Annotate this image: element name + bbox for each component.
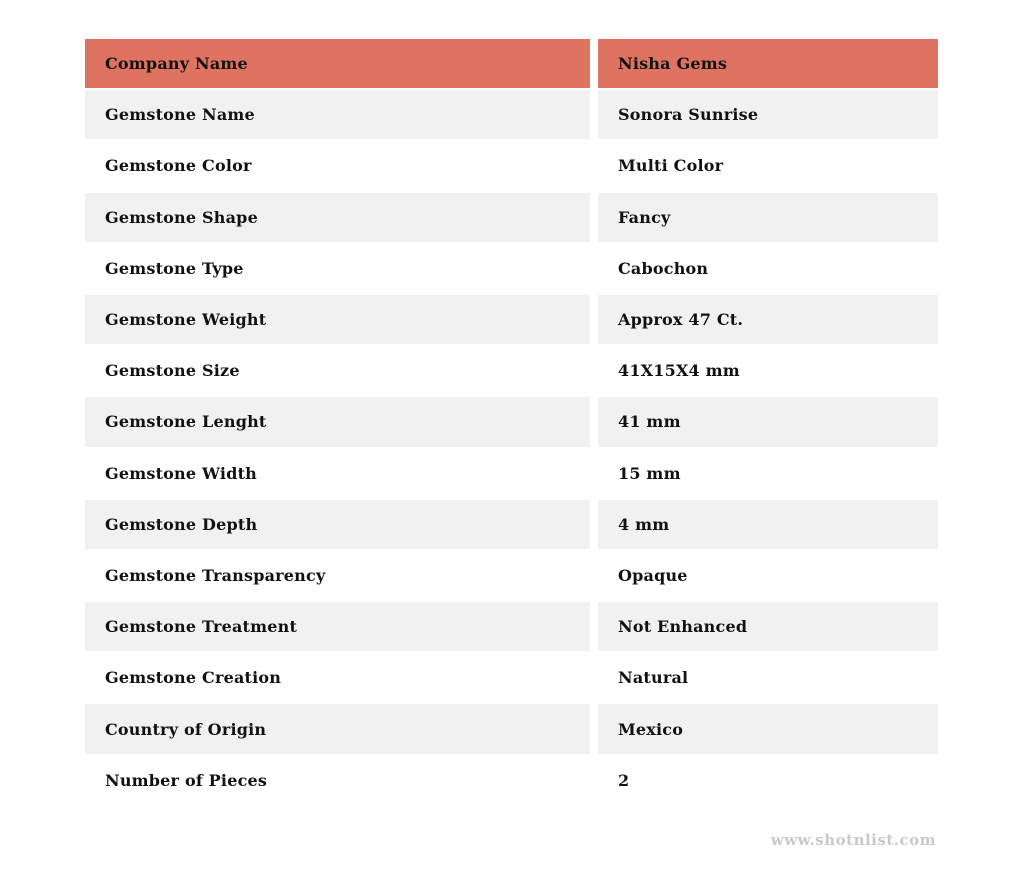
row-label: Country of Origin	[85, 704, 590, 753]
table-row-gemstone-depth	[85, 500, 938, 549]
row-label: Gemstone Treatment	[85, 602, 590, 651]
row-label: Gemstone Lenght	[85, 397, 590, 446]
watermark-text: www.shotnlist.com	[770, 831, 936, 849]
row-label: Gemstone Depth	[85, 500, 590, 549]
row-label: Gemstone Size	[85, 346, 590, 395]
row-label: Number of Pieces	[85, 756, 590, 805]
row-label: Gemstone Creation	[85, 653, 590, 702]
table-row-gemstone-treatment	[85, 602, 938, 651]
row-value: Opaque	[598, 551, 938, 600]
row-label: Gemstone Type	[85, 244, 590, 293]
table-row-gemstone-weight	[85, 295, 938, 344]
row-value: Approx 47 Ct.	[598, 295, 938, 344]
table-row-country-of-origin	[85, 704, 938, 753]
table-row-gemstone-width	[85, 449, 938, 498]
table-row-gemstone-size	[85, 346, 938, 395]
header-value-cell: Nisha Gems	[598, 39, 938, 88]
row-value: Not Enhanced	[598, 602, 938, 651]
row-label: Gemstone Name	[85, 90, 590, 139]
row-value: Cabochon	[598, 244, 938, 293]
table-row-number-of-pieces	[85, 756, 938, 805]
table-row-gemstone-type	[85, 244, 938, 293]
row-label: Gemstone Weight	[85, 295, 590, 344]
row-label: Gemstone Width	[85, 449, 590, 498]
row-value: Mexico	[598, 704, 938, 753]
row-value: 41 mm	[598, 397, 938, 446]
table-row-gemstone-shape	[85, 193, 938, 242]
gemstone-spec-table	[85, 39, 938, 807]
row-value: 15 mm	[598, 449, 938, 498]
row-value: Multi Color	[598, 141, 938, 190]
table-header-row	[85, 39, 938, 88]
row-label: Gemstone Transparency	[85, 551, 590, 600]
table-row-gemstone-transparency	[85, 551, 938, 600]
table-row-gemstone-name	[85, 90, 938, 139]
row-value: Natural	[598, 653, 938, 702]
row-label: Gemstone Shape	[85, 193, 590, 242]
row-value: Sonora Sunrise	[598, 90, 938, 139]
row-value: Fancy	[598, 193, 938, 242]
table-row-gemstone-lenght	[85, 397, 938, 446]
header-label-cell: Company Name	[85, 39, 590, 88]
row-value: 41X15X4 mm	[598, 346, 938, 395]
table-row-gemstone-creation	[85, 653, 938, 702]
row-label: Gemstone Color	[85, 141, 590, 190]
row-value: 4 mm	[598, 500, 938, 549]
row-value: 2	[598, 756, 938, 805]
table-row-gemstone-color	[85, 141, 938, 190]
